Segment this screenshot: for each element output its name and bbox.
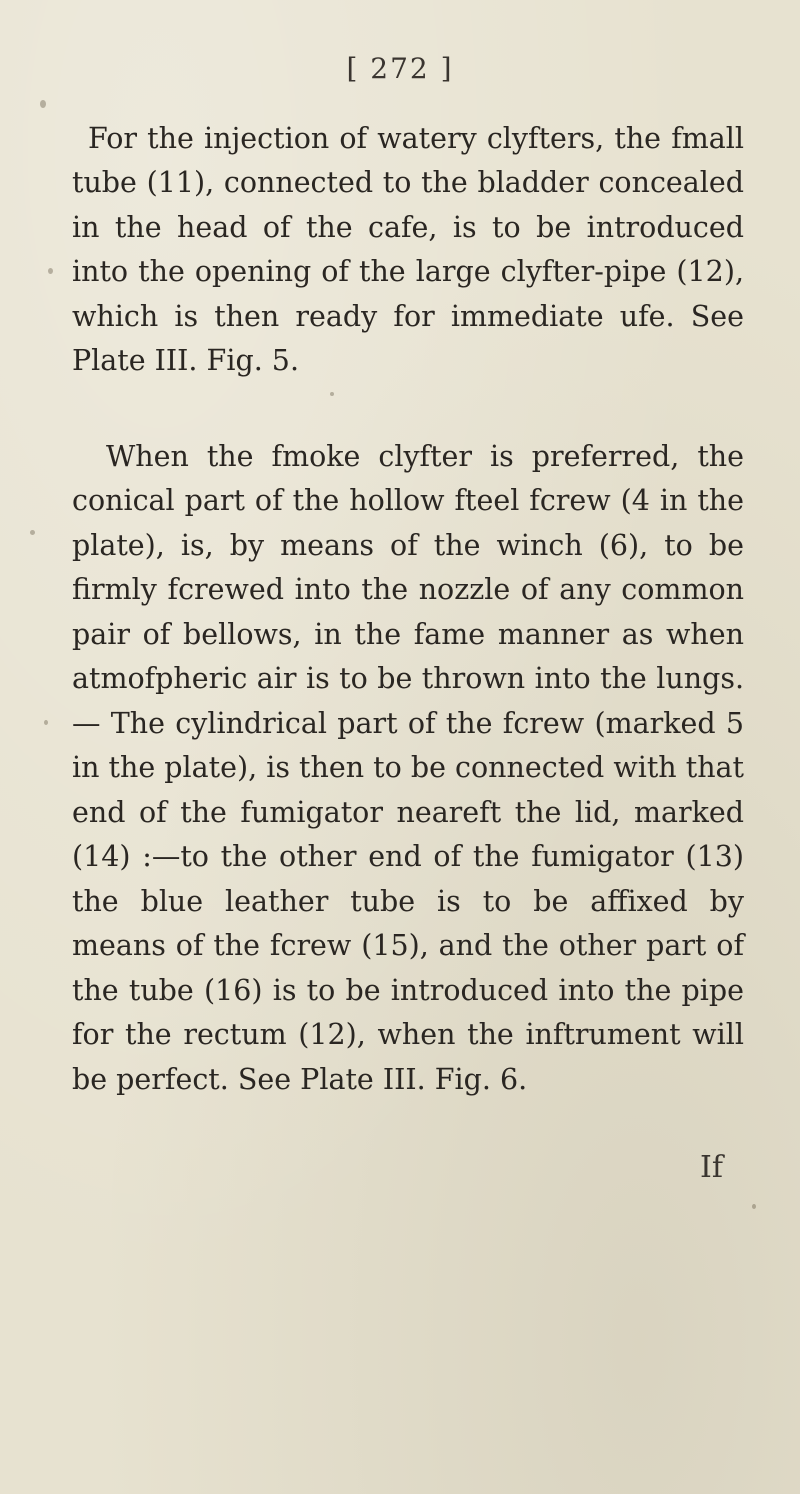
paper-speck (752, 1204, 756, 1209)
paragraph-injection: For the injection of watery clyfters, the fmall tube (11), connected to the bladder concealed in the head of the cafe, is to be introduced into the opening of the large clyfter-pipe (12), which is then ready for immediate ufe. See Plate III. Fig. 5. (72, 121, 744, 377)
paragraph-smoke-clyster: When the fmoke clyfter is preferred, the conical part of the hollow fteel fcrew (4 in the plate), is, by means of the winch (6), to be firmly fcrewed into the nozzle of any common pair of bellows, in the fame manner as when atmofpheric air is to be thrown into the lungs. — The cylindrical part of the fcrew (marked 5 in the plate), is then to be connected with that end of the fumigator neareft the lid, marked (14) :—to the other end of the fumigator (13) the blue leather tube is to be affixed by means of the fcrew (15), and the other part of the tube (16) is to be introduced into the pipe for the rectum (12), when the inftrument will be perfect. See Plate III. Fig. 6. (72, 439, 744, 1096)
catchword: If (700, 1150, 723, 1185)
paper-speck (44, 720, 48, 725)
paper-speck (30, 530, 35, 535)
page-number: [ 272 ] (346, 52, 454, 85)
paper-speck (40, 100, 46, 108)
paper-speck (330, 392, 334, 396)
paper-speck (48, 268, 53, 274)
